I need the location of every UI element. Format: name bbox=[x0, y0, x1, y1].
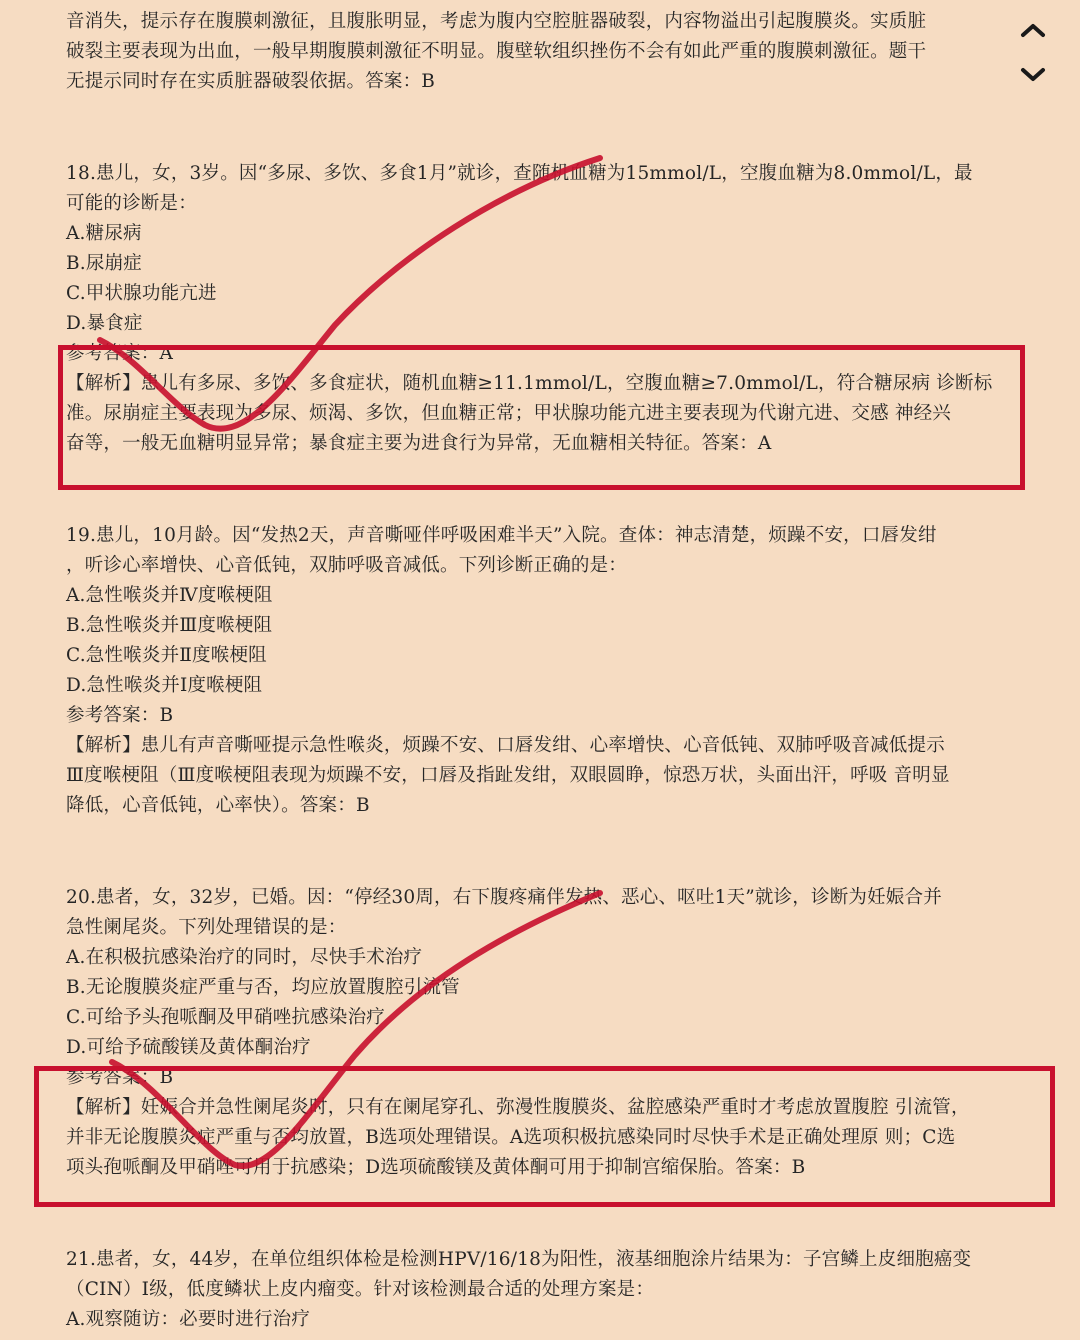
option-a: A.急性喉炎并Ⅳ度喉梗阻 bbox=[66, 585, 273, 606]
scroll-down-button[interactable] bbox=[1016, 60, 1050, 94]
option-c: C.可给予头孢哌酮及甲硝唑抗感染治疗 bbox=[66, 1007, 385, 1028]
question-stem: 18.患儿，女，3岁。因“多尿、多饮、多食1月”就诊，查随机血糖为15mmol/L，空腹血糖为8.0mmol/L，最 bbox=[66, 163, 973, 184]
highlight-box-q20 bbox=[34, 1066, 1055, 1207]
option-b: B.尿崩症 bbox=[66, 253, 142, 274]
analysis-line: 【解析】妊娠合并急性阑尾炎时，只有在阑尾穿孔、弥漫性腹膜炎、盆腔感染严重时才考虑放置腹腔 引流管， bbox=[66, 1097, 970, 1118]
reference-answer: 参考答案：B bbox=[66, 705, 174, 726]
reference-answer: 参考答案：B bbox=[66, 1067, 174, 1088]
reference-answer: 参考答案：A bbox=[66, 343, 174, 364]
analysis-line: 音消失，提示存在腹膜刺激征，且腹胀明显，考虑为腹内空腔脏器破裂，内容物溢出引起腹膜炎。实质脏 bbox=[66, 11, 927, 32]
option-a: A.糖尿病 bbox=[66, 223, 142, 244]
option-b: B.急性喉炎并Ⅲ度喉梗阻 bbox=[66, 615, 273, 636]
analysis-line: 奋等，一般无血糖明显异常；暴食症主要为进食行为异常，无血糖相关特征。答案：A bbox=[66, 433, 772, 454]
option-c: C.甲状腺功能亢进 bbox=[66, 283, 217, 304]
option-d: D.可给予硫酸镁及黄体酮治疗 bbox=[66, 1037, 311, 1058]
question-stem: 20.患者，女，32岁，已婚。因：“停经30周，右下腹疼痛伴发热、恶心、呕吐1天”就诊，诊断为妊娠合并 bbox=[66, 887, 942, 908]
question-stem: 可能的诊断是： bbox=[66, 193, 197, 214]
analysis-line: Ⅲ度喉梗阻（Ⅲ度喉梗阻表现为烦躁不安，口唇及指趾发绀，双眼圆睁，惊恐万状，头面出汗，呼吸 音明显 bbox=[66, 765, 950, 786]
option-b: B.无论腹膜炎症严重与否，均应放置腹腔引流管 bbox=[66, 977, 460, 998]
option-a: A.在积极抗感染治疗的同时，尽快手术治疗 bbox=[66, 947, 423, 968]
question-stem: 19.患儿，10月龄。因“发热2天，声音嘶哑伴呼吸困难半天”入院。查体：神志清楚，烦躁不安，口唇发绀 bbox=[66, 525, 937, 546]
question-stem: ，听诊心率增快、心音低钝，双肺呼吸音减低。下列诊断正确的是： bbox=[66, 555, 628, 576]
analysis-line: 并非无论腹膜炎症严重与否均放置，B选项处理错误。A选项积极抗感染同时尽快手术是正确处理原 则；C选 bbox=[66, 1127, 956, 1148]
question-stem: 急性阑尾炎。下列处理错误的是： bbox=[66, 917, 347, 938]
chevron-up-icon bbox=[1019, 21, 1047, 43]
option-c: C.急性喉炎并Ⅱ度喉梗阻 bbox=[66, 645, 267, 666]
analysis-line: 破裂主要表现为出血，一般早期腹膜刺激征不明显。腹壁软组织挫伤不会有如此严重的腹膜刺激征。题干 bbox=[66, 41, 927, 62]
option-a: A.观察随访：必要时进行治疗 bbox=[66, 1309, 311, 1330]
analysis-line: 【解析】患儿有声音嘶哑提示急性喉炎，烦躁不安、口唇发绀、心率增快、心音低钝、双肺呼吸音减低提示 bbox=[66, 735, 945, 756]
question-stem: 21.患者，女，44岁，在单位组织体检是检测HPV/16/18为阳性，液基细胞涂片结果为：子宫鳞上皮细胞癌变 bbox=[66, 1249, 972, 1270]
scroll-up-button[interactable] bbox=[1016, 15, 1050, 49]
analysis-line: 降低，心音低钝，心率快）。答案：B bbox=[66, 795, 370, 816]
question-stem: （CIN）Ⅰ级，低度鳞状上皮内瘤变。针对该检测最合适的处理方案是： bbox=[66, 1279, 655, 1300]
chevron-down-icon bbox=[1019, 66, 1047, 88]
highlight-box-q18 bbox=[58, 345, 1025, 490]
option-d: D.急性喉炎并Ⅰ度喉梗阻 bbox=[66, 675, 263, 696]
analysis-line: 准。尿崩症主要表现为多尿、烦渴、多饮，但血糖正常；甲状腺功能亢进主要表现为代谢亢进、交感 神经兴 bbox=[66, 403, 951, 424]
option-d: D.暴食症 bbox=[66, 313, 143, 334]
analysis-line: 项头孢哌酮及甲硝唑可用于抗感染；D选项硫酸镁及黄体酮可用于抑制宫缩保胎。答案：B bbox=[66, 1157, 806, 1178]
analysis-line: 无提示同时存在实质脏器破裂依据。答案：B bbox=[66, 71, 436, 92]
analysis-line: 【解析】患儿有多尿、多饮、多食症状，随机血糖≥11.1mmol/L，空腹血糖≥7.0mmol/L，符合糖尿病 诊断标 bbox=[66, 373, 993, 394]
